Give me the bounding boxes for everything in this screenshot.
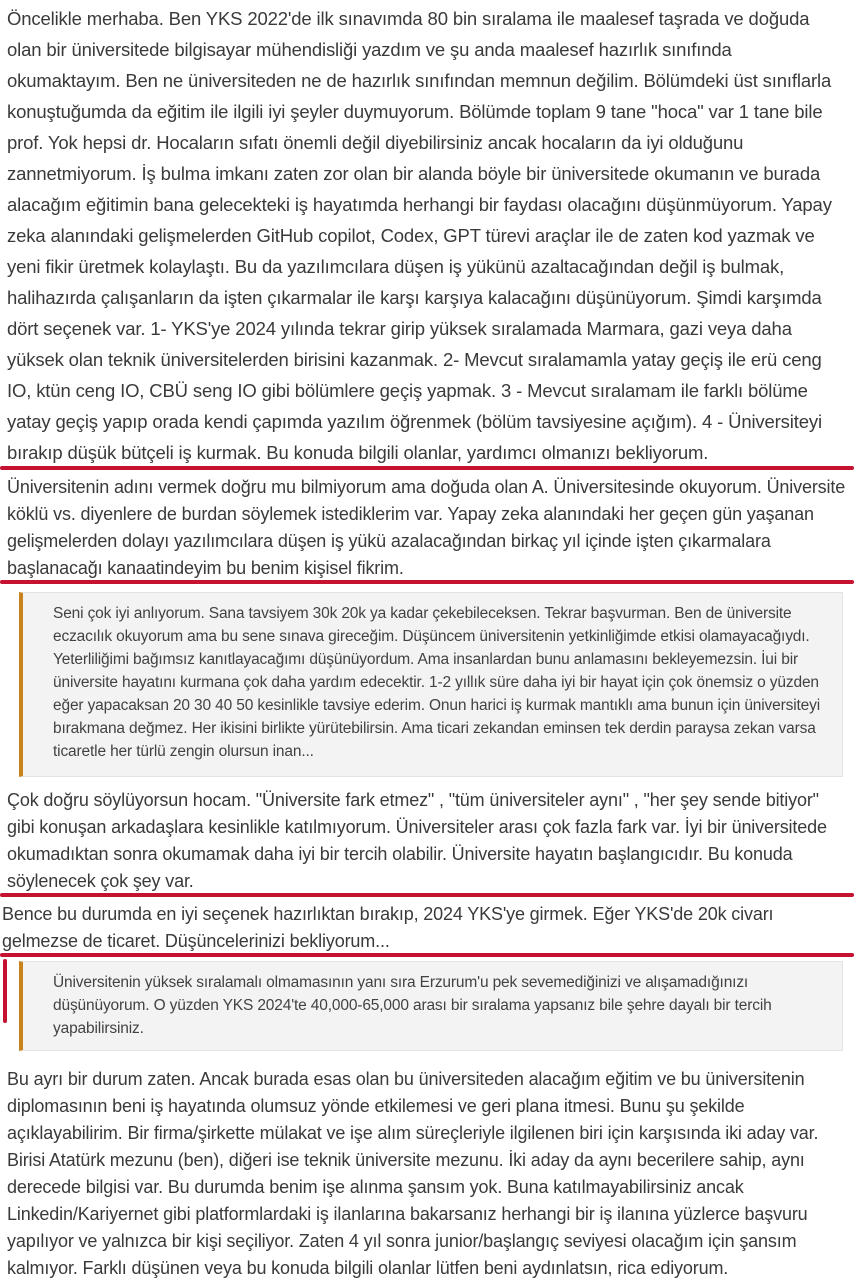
red-underline-annotation-3	[0, 893, 854, 897]
post-paragraph-1: Öncelikle merhaba. Ben YKS 2022'de ilk sınavımda 80 bin sıralama ile maalesef taşrada ve doğuda olan bir üniversitede bilgisayar mühendisliği yazdım ve şu anda maalesef hazırlık sınıfında okumaktayım. Ben ne üniversiteden ne de hazırlık sınıfından memnun değilim. Bölümdeki üst sınıflarla konuştuğumda da eğitim ile ilgili iyi şeyler duymuyorum. Bölümde toplam 9 tane "hoca" var 1 tane bile prof. Yok hepsi dr. Hocaların sıfatı önemli değil diyebilirsiniz ancak hocaların da iyi olduğunu zannetmiyorum. İş bulma imkanı zaten zor olan bir alanda böyle bir üniversitede okumanın ve burada alacağım eğitimin bana gelecekteki iş hayatımda herhangi bir faydası olacağını düşünmüyorum. Yapay zeka alanındaki gelişmelerden GitHub copilot, Codex, GPT türevi araçlar ile de zaten kod yazmak ve yeni fikir üretmek kolaylaştı. Bu da yazılımcılara düşen iş yükünü azaltacağından değil iş bulmak, halihazırda çalışanların da işten çıkarmalar ile karşı karşıya kalacağını düşünüyorum. Şimdi karşımda dört seçenek var. 1- YKS'ye 2024 yılında tekrar girip yüksek sıralamada Marmara, gazi veya daha yüksek olan teknik üniversitelerden birisini kazanmak. 2- Mevcut sıralamamla yatay geçiş ile erü ceng IO, ktün ceng IO, CBÜ seng IO gibi bölümlere geçiş yapmak. 3 - Mevcut sıralamam ile farklı bölüme yatay geçiş yapıp orada kendi çapımda yazılım öğrenmek (bölüm tavsiyesine açığım). 4 - Üniversiteyi bırakıp düşük bütçeli iş kurmak. Bu konuda bilgili olanlar, yardımcı olmanızı bekliyorum.	[7, 8, 832, 463]
quoted-message-2-text: Üniversitenin yüksek sıralamalı olmamasının yanı sıra Erzurum'u pek sevemediğinizi ve alışamadığınızı düşünüyorum. O yüzden YKS 2024'te 40,000-65,000 arası bir sıralama yapsanız bile şehre dayalı bir tercih yapabilirsiniz.	[53, 974, 772, 1037]
quoted-message-1	[19, 592, 843, 777]
red-vertical-line-annotation	[3, 959, 7, 1023]
spacer	[7, 777, 846, 787]
post-paragraph-3: Çok doğru söylüyorsun hocam. "Üniversite fark etmez" , "tüm üniversiteler aynı" , "her şey sende bitiyor" gibi konuşan arkadaşlara kesinlikle katılmıyorum. Üniversiteler arası çok fazla fark var. İyi bir üniversitede okumadıktan sonra okumamak daha iyi bir tercih olabilir. Üniversite hayatın başlangıcıdır. Bu konuda söylenecek çok şey var.	[7, 790, 827, 891]
post-paragraph-5: Bu ayrı bir durum zaten. Ancak burada esas olan bu üniversiteden alacağım eğitim ve bu üniversitenin diplomasının beni iş hayatında olumsuz yönde etkilemesi ve geri plana itmesi. Bunu şu şekilde açıklayabilirim. Bir firma/şirkette mülakat ve işe alım süreçleriyle ilgilenen biri için karşısında iki aday var. Birisi Atatürk mezunu (ben), diğeri ise teknik üniversite mezunu. İki aday da aynı becerilere sahip, aynı derecede bilgisi var. Bu durumda benim işe alınma şansım yok. Buna katılmayabilirsiniz ancak Linkedin/Kariyernet gibi platformlardaki iş ilanlarına bakarsanız herhangi bir iş ilanına yüzlerce başvuru yapılıyor ve yalnızca bir kişi seçiliyor. Zaten 4 yıl sonra junior/başlangıç seviyesi olacağım için şansım kalmıyor. Farklı düşünen veya bu konuda bilgili olanlar lütfen beni aydınlatsın, rica ediyorum.	[7, 1069, 819, 1278]
red-underline-annotation-1	[0, 466, 854, 470]
spacer	[7, 1051, 846, 1066]
red-underline-annotation-4	[0, 953, 854, 957]
post-paragraph-2: Üniversitenin adını vermek doğru mu bilmiyorum ama doğuda olan A. Üniversitesinde okuyorum. Üniversite köklü vs. diyenlere de burdan söylemek istediklerim var. Yapay zeka alanındaki her geçen gün yaşanan gelişmelerden dolayı yazılımcılara düşen iş yükü azalacağından birkaç yıl içinde işten çıkarmalara başlanacağı kanaatindeyim bu benim kişisel fikrim.	[7, 477, 846, 578]
annotated-quote-wrapper	[7, 961, 846, 1051]
quoted-message-1-text: Seni çok iyi anlıyorum. Sana tavsiyem 30k 20k ya kadar çekebileceksen. Tekrar başvurman. Ben de üniversite eczacılık okuyorum ama bu sene sınava gireceğim. Düşüncem üniversitenin yetkinliğimde etkisi olamayacağıydı. Yeterliliğimi bağımsız kanıtlayacağımı düşünüyordum. Ama insanlardan bunu anlamasını bekleyemezsin. İui bir üniversite hayatını kurmana çok daha yardım edecektir. 1-2 yıllık süre daha iyi bir hayat için çok önemsiz o yüzden eğer yapacaksan 20 30 40 50 kesinlikle tavsiye ederim. Onun harici iş kurmak mantıklı ama bunun için üniversiteyi bırakmana değmez. Her ikisini birlikte yürütebilirsin. Ama ticari zekandan eminsen tek derdin paraysa zekan varsa ticaretle her türlü zengin olursun inan...	[53, 605, 821, 760]
quoted-message-2	[19, 961, 843, 1051]
post-paragraph-4: Bence bu durumda en iyi seçenek hazırlıktan bırakıp, 2024 YKS'ye girmek. Eğer YKS'de 20k civarı gelmezse de ticaret. Düşüncelerinizi bekliyorum...	[2, 904, 774, 951]
red-underline-annotation-2	[0, 580, 854, 584]
